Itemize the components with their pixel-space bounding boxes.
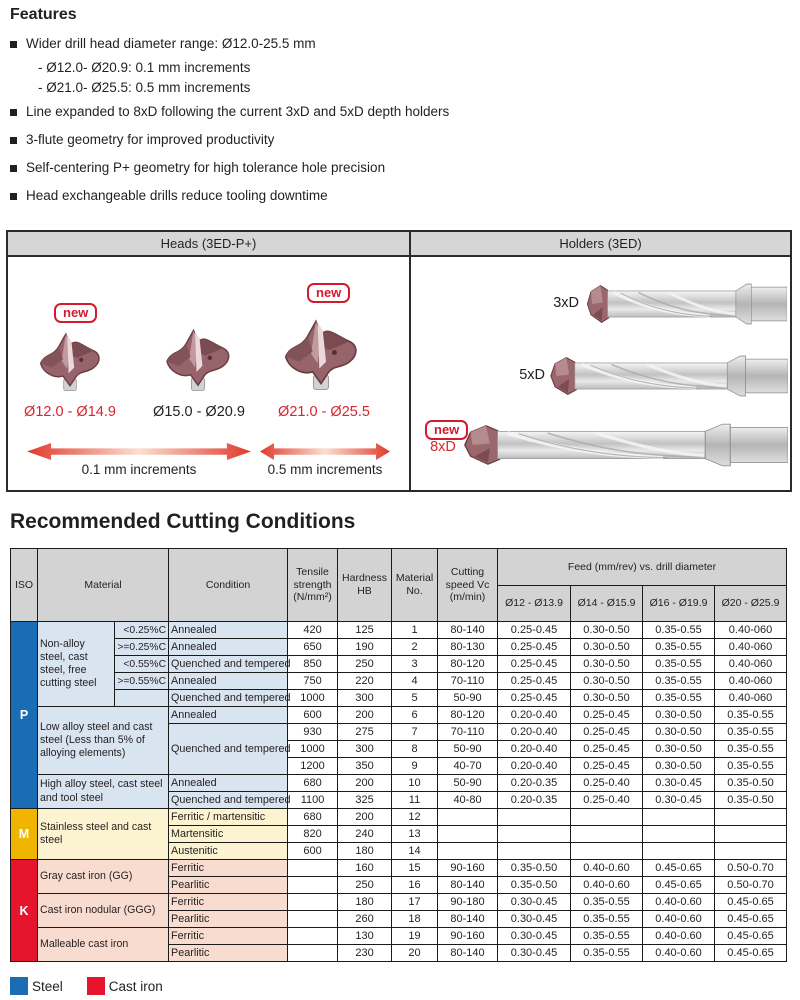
cutting-speed-cell: 50-90 bbox=[438, 775, 498, 792]
feed-cell-d3: 0.30-0.50 bbox=[643, 758, 715, 775]
material-cell: High alloy steel, cast steel and tool steel bbox=[38, 775, 169, 809]
feed-cell-d1: 0.25-0.45 bbox=[498, 622, 571, 639]
bullet-square-icon bbox=[10, 41, 17, 48]
table-row bbox=[11, 775, 787, 792]
tensile-cell bbox=[288, 860, 338, 877]
tensile-cell bbox=[288, 894, 338, 911]
hardness-cell: 260 bbox=[338, 911, 392, 928]
cutting-conditions-title: Recommended Cutting Conditions bbox=[10, 510, 356, 533]
legend-label: Cast iron bbox=[108, 978, 163, 994]
material-no-cell: 8 bbox=[392, 741, 438, 758]
cutting-speed-cell: 90-160 bbox=[438, 928, 498, 945]
hardness-cell: 200 bbox=[338, 775, 392, 792]
material-no-cell: 15 bbox=[392, 860, 438, 877]
feed-cell-d1 bbox=[498, 826, 571, 843]
hardness-cell: 230 bbox=[338, 945, 392, 962]
feature-text: Head exchangeable drills reduce tooling downtime bbox=[26, 188, 328, 203]
feed-cell-d2: 0.25-0.45 bbox=[571, 741, 643, 758]
cutting-speed-cell: 50-90 bbox=[438, 741, 498, 758]
tensile-cell: 420 bbox=[288, 622, 338, 639]
tensile-cell bbox=[288, 911, 338, 928]
condition-cell: Ferritic bbox=[169, 894, 288, 911]
material-cell: Low alloy steel and cast steel (Less than 5% of alloying elements) bbox=[38, 707, 169, 775]
table-row bbox=[11, 809, 787, 826]
cutting-speed-cell: 80-130 bbox=[438, 639, 498, 656]
material-no-cell: 12 bbox=[392, 809, 438, 826]
material-no-cell: 3 bbox=[392, 656, 438, 673]
feature-item bbox=[10, 104, 790, 119]
cutting-speed-cell: 90-160 bbox=[438, 860, 498, 877]
material-no-cell: 6 bbox=[392, 707, 438, 724]
feed-cell-d2: 0.25-0.45 bbox=[571, 758, 643, 775]
feed-cell-d1: 0.20-0.40 bbox=[498, 758, 571, 775]
condition-cell: Annealed bbox=[169, 622, 288, 639]
col-header-feed-d2: Ø14 - Ø15.9 bbox=[571, 586, 643, 622]
feed-cell-d4: 0.45-0.65 bbox=[715, 911, 787, 928]
feed-cell-d4: 0.45-0.65 bbox=[715, 894, 787, 911]
feed-cell-d1: 0.20-0.40 bbox=[498, 724, 571, 741]
feed-cell-d2: 0.40-0.60 bbox=[571, 860, 643, 877]
carbon-content-cell: <0.55%C bbox=[115, 656, 169, 673]
feed-cell-d4: 0.40-060 bbox=[715, 622, 787, 639]
feed-cell-d4: 0.35-0.50 bbox=[715, 775, 787, 792]
material-no-cell: 5 bbox=[392, 690, 438, 707]
cutting-speed-cell: 80-140 bbox=[438, 622, 498, 639]
hardness-cell: 275 bbox=[338, 724, 392, 741]
material-no-cell: 19 bbox=[392, 928, 438, 945]
holder-length-label: 5xD bbox=[519, 367, 545, 383]
hardness-cell: 250 bbox=[338, 877, 392, 894]
feed-cell-d3 bbox=[643, 826, 715, 843]
tensile-cell: 1000 bbox=[288, 741, 338, 758]
table-row bbox=[11, 690, 787, 707]
hardness-cell: 300 bbox=[338, 690, 392, 707]
holders-panel bbox=[411, 232, 790, 490]
drill-head-medium-image bbox=[157, 323, 239, 397]
drill-5xd-image bbox=[548, 353, 788, 399]
col-header-feed-group: Feed (mm/rev) vs. drill diameter bbox=[498, 549, 787, 586]
feature-text: Line expanded to 8xD following the current 3xD and 5xD depth holders bbox=[26, 104, 450, 119]
material-no-cell: 11 bbox=[392, 792, 438, 809]
feed-cell-d2: 0.25-0.40 bbox=[571, 792, 643, 809]
feed-cell-d2: 0.25-0.40 bbox=[571, 775, 643, 792]
feed-cell-d4 bbox=[715, 843, 787, 860]
cutting-speed-cell: 80-140 bbox=[438, 911, 498, 928]
head-range-label: Ø12.0 - Ø14.9 bbox=[24, 404, 116, 420]
drill-8xd-image bbox=[461, 421, 788, 469]
hardness-cell: 250 bbox=[338, 656, 392, 673]
hardness-cell: 130 bbox=[338, 928, 392, 945]
head-range-label: Ø15.0 - Ø20.9 bbox=[153, 404, 245, 420]
heads-panel bbox=[8, 232, 411, 490]
feed-cell-d1: 0.30-0.45 bbox=[498, 928, 571, 945]
increment-arrow-icon bbox=[27, 443, 251, 460]
hardness-cell: 190 bbox=[338, 639, 392, 656]
hardness-cell: 200 bbox=[338, 707, 392, 724]
material-no-cell: 17 bbox=[392, 894, 438, 911]
hardness-cell: 220 bbox=[338, 673, 392, 690]
condition-cell: Annealed bbox=[169, 639, 288, 656]
bullet-square-icon bbox=[10, 193, 17, 200]
feed-cell-d2: 0.30-0.50 bbox=[571, 639, 643, 656]
feed-cell-d2: 0.35-0.55 bbox=[571, 911, 643, 928]
material-no-cell: 10 bbox=[392, 775, 438, 792]
cutting-speed-cell bbox=[438, 826, 498, 843]
carbon-content-cell bbox=[115, 690, 169, 707]
table-row bbox=[11, 656, 787, 673]
feature-text: Self-centering P+ geometry for high tolerance hole precision bbox=[26, 160, 386, 175]
hardness-cell: 180 bbox=[338, 894, 392, 911]
feed-cell-d2: 0.35-0.55 bbox=[571, 894, 643, 911]
material-cell: Non-alloy steel, cast steel, free cutting steel bbox=[38, 622, 115, 707]
feed-cell-d3: 0.40-0.60 bbox=[643, 945, 715, 962]
feed-cell-d1: 0.20-0.40 bbox=[498, 741, 571, 758]
tensile-cell: 820 bbox=[288, 826, 338, 843]
condition-cell: Pearlitic bbox=[169, 911, 288, 928]
col-header-condition: Condition bbox=[169, 549, 288, 622]
hardness-cell: 125 bbox=[338, 622, 392, 639]
col-header-hardness: Hardness HB bbox=[338, 549, 392, 622]
feed-cell-d4 bbox=[715, 809, 787, 826]
feed-cell-d3: 0.30-0.45 bbox=[643, 775, 715, 792]
tensile-cell: 600 bbox=[288, 707, 338, 724]
heads-panel-title: Heads (3ED-P+) bbox=[8, 232, 409, 257]
drill-head-large-image bbox=[273, 313, 369, 397]
new-badge: new bbox=[307, 283, 350, 303]
feed-cell-d1: 0.25-0.45 bbox=[498, 673, 571, 690]
feed-cell-d2: 0.30-0.50 bbox=[571, 622, 643, 639]
cutting-speed-cell: 50-90 bbox=[438, 690, 498, 707]
table-row bbox=[11, 860, 787, 877]
tensile-cell bbox=[288, 928, 338, 945]
feed-cell-d1: 0.20-0.35 bbox=[498, 792, 571, 809]
material-no-cell: 18 bbox=[392, 911, 438, 928]
legend-label: Steel bbox=[32, 978, 63, 994]
table-row bbox=[11, 894, 787, 911]
carbon-content-cell: <0.25%C bbox=[115, 622, 169, 639]
condition-cell: Ferritic / martensitic bbox=[169, 809, 288, 826]
feed-cell-d4: 0.45-0.65 bbox=[715, 945, 787, 962]
material-no-cell: 1 bbox=[392, 622, 438, 639]
feed-cell-d4: 0.35-0.55 bbox=[715, 724, 787, 741]
feed-cell-d3: 0.45-0.65 bbox=[643, 860, 715, 877]
feature-item bbox=[10, 132, 790, 147]
cast-iron-color-swatch bbox=[87, 977, 105, 995]
feed-cell-d1: 0.25-0.45 bbox=[498, 656, 571, 673]
feed-cell-d1: 0.30-0.45 bbox=[498, 894, 571, 911]
feed-cell-d1 bbox=[498, 809, 571, 826]
feed-cell-d2: 0.35-0.55 bbox=[571, 928, 643, 945]
feed-cell-d2 bbox=[571, 826, 643, 843]
feed-cell-d4: 0.35-0.55 bbox=[715, 707, 787, 724]
col-header-feed-d4: Ø20 - Ø25.9 bbox=[715, 586, 787, 622]
feed-cell-d2: 0.35-0.55 bbox=[571, 945, 643, 962]
material-cell: Malleable cast iron bbox=[38, 928, 169, 962]
holder-length-label: 8xD bbox=[430, 439, 456, 455]
feed-cell-d2 bbox=[571, 843, 643, 860]
hardness-cell: 325 bbox=[338, 792, 392, 809]
hardness-cell: 350 bbox=[338, 758, 392, 775]
tensile-cell bbox=[288, 945, 338, 962]
tensile-cell: 1100 bbox=[288, 792, 338, 809]
table-row bbox=[11, 707, 787, 724]
feed-cell-d3: 0.35-0.55 bbox=[643, 622, 715, 639]
tensile-cell: 680 bbox=[288, 775, 338, 792]
feature-item bbox=[10, 160, 790, 175]
feed-cell-d3: 0.40-0.60 bbox=[643, 894, 715, 911]
condition-cell: Pearlitic bbox=[169, 877, 288, 894]
feed-cell-d1: 0.25-0.45 bbox=[498, 639, 571, 656]
feed-cell-d3: 0.35-0.55 bbox=[643, 639, 715, 656]
cutting-speed-cell bbox=[438, 843, 498, 860]
material-legend bbox=[10, 977, 187, 995]
iso-band-K: K bbox=[11, 860, 38, 962]
carbon-content-cell: >=0.25%C bbox=[115, 639, 169, 656]
features-section bbox=[10, 6, 790, 216]
feed-cell-d1: 0.35-0.50 bbox=[498, 860, 571, 877]
table-row bbox=[11, 639, 787, 656]
feature-text: 3-flute geometry for improved productivity bbox=[26, 132, 275, 147]
condition-cell: Austenitic bbox=[169, 843, 288, 860]
material-no-cell: 20 bbox=[392, 945, 438, 962]
col-header-material: Material bbox=[38, 549, 169, 622]
condition-cell: Annealed bbox=[169, 673, 288, 690]
feed-cell-d3: 0.35-0.55 bbox=[643, 690, 715, 707]
condition-cell: Annealed bbox=[169, 775, 288, 792]
drill-head-small-image bbox=[34, 327, 106, 397]
hardness-cell: 240 bbox=[338, 826, 392, 843]
bullet-square-icon bbox=[10, 165, 17, 172]
condition-cell: Annealed bbox=[169, 707, 288, 724]
table-row bbox=[11, 928, 787, 945]
cutting-conditions-table bbox=[10, 548, 787, 962]
feature-item bbox=[10, 36, 790, 51]
carbon-content-cell: >=0.55%C bbox=[115, 673, 169, 690]
iso-band-M: M bbox=[11, 809, 38, 860]
feed-cell-d4: 0.45-0.65 bbox=[715, 928, 787, 945]
material-cell: Cast iron nodular (GGG) bbox=[38, 894, 169, 928]
cutting-speed-cell: 90-180 bbox=[438, 894, 498, 911]
cutting-speed-cell: 70-110 bbox=[438, 724, 498, 741]
features-title: Features bbox=[10, 6, 77, 23]
cutting-speed-cell: 40-70 bbox=[438, 758, 498, 775]
feature-sub-item: - Ø12.0- Ø20.9: 0.1 mm increments bbox=[38, 60, 251, 75]
feed-cell-d4: 0.35-0.55 bbox=[715, 741, 787, 758]
tensile-cell: 650 bbox=[288, 639, 338, 656]
new-badge: new bbox=[425, 420, 468, 440]
bullet-square-icon bbox=[10, 109, 17, 116]
hardness-cell: 300 bbox=[338, 741, 392, 758]
feed-cell-d3 bbox=[643, 843, 715, 860]
condition-cell: Ferritic bbox=[169, 928, 288, 945]
feed-cell-d3: 0.30-0.50 bbox=[643, 724, 715, 741]
steel-color-swatch bbox=[10, 977, 28, 995]
col-header-cutting-speed: Cutting speed Vc (m/min) bbox=[438, 549, 498, 622]
tensile-cell: 1000 bbox=[288, 690, 338, 707]
feed-cell-d4: 0.40-060 bbox=[715, 639, 787, 656]
legend-item-cast-iron bbox=[87, 977, 163, 995]
feed-cell-d1: 0.35-0.50 bbox=[498, 877, 571, 894]
increment-caption: 0.5 mm increments bbox=[267, 462, 383, 477]
cutting-speed-cell: 80-140 bbox=[438, 877, 498, 894]
feed-cell-d4: 0.35-0.50 bbox=[715, 792, 787, 809]
material-no-cell: 7 bbox=[392, 724, 438, 741]
col-header-material-no: Material No. bbox=[392, 549, 438, 622]
cutting-speed-cell: 70-110 bbox=[438, 673, 498, 690]
condition-cell: Quenched and tempered bbox=[169, 792, 288, 809]
feed-cell-d3: 0.35-0.55 bbox=[643, 656, 715, 673]
col-header-feed-d1: Ø12 - Ø13.9 bbox=[498, 586, 571, 622]
feed-cell-d1: 0.30-0.45 bbox=[498, 945, 571, 962]
condition-cell: Martensitic bbox=[169, 826, 288, 843]
feed-cell-d4: 0.40-060 bbox=[715, 673, 787, 690]
tensile-cell: 850 bbox=[288, 656, 338, 673]
condition-cell: Quenched and tempered bbox=[169, 690, 288, 707]
feed-cell-d2: 0.30-0.50 bbox=[571, 673, 643, 690]
feed-cell-d4: 0.40-060 bbox=[715, 690, 787, 707]
feed-cell-d2 bbox=[571, 809, 643, 826]
condition-cell: Ferritic bbox=[169, 860, 288, 877]
tensile-cell: 930 bbox=[288, 724, 338, 741]
feed-cell-d2: 0.25-0.45 bbox=[571, 707, 643, 724]
feed-cell-d4: 0.40-060 bbox=[715, 656, 787, 673]
feature-text: Wider drill head diameter range: Ø12.0-25.5 mm bbox=[26, 36, 316, 51]
feature-sub-item: - Ø21.0- Ø25.5: 0.5 mm increments bbox=[38, 80, 251, 95]
tensile-cell: 600 bbox=[288, 843, 338, 860]
feed-cell-d4: 0.35-0.55 bbox=[715, 758, 787, 775]
material-no-cell: 16 bbox=[392, 877, 438, 894]
feed-cell-d4: 0.50-0.70 bbox=[715, 860, 787, 877]
table-row bbox=[11, 622, 787, 639]
feed-cell-d2: 0.30-0.50 bbox=[571, 656, 643, 673]
feed-cell-d3: 0.30-0.50 bbox=[643, 707, 715, 724]
hardness-cell: 180 bbox=[338, 843, 392, 860]
condition-cell: Quenched and tempered bbox=[169, 724, 288, 775]
condition-cell: Pearlitic bbox=[169, 945, 288, 962]
hardness-cell: 200 bbox=[338, 809, 392, 826]
head-range-label: Ø21.0 - Ø25.5 bbox=[278, 404, 370, 420]
feed-cell-d2: 0.25-0.45 bbox=[571, 724, 643, 741]
material-no-cell: 9 bbox=[392, 758, 438, 775]
tensile-cell bbox=[288, 877, 338, 894]
tensile-cell: 680 bbox=[288, 809, 338, 826]
tensile-cell: 1200 bbox=[288, 758, 338, 775]
cutting-speed-cell: 80-120 bbox=[438, 656, 498, 673]
feed-cell-d3: 0.40-0.60 bbox=[643, 928, 715, 945]
cutting-speed-cell: 40-80 bbox=[438, 792, 498, 809]
iso-band-P: P bbox=[11, 622, 38, 809]
cutting-speed-cell: 80-120 bbox=[438, 707, 498, 724]
feed-cell-d2: 0.30-0.50 bbox=[571, 690, 643, 707]
increment-caption: 0.1 mm increments bbox=[81, 462, 197, 477]
col-header-feed-d3: Ø16 - Ø19.9 bbox=[643, 586, 715, 622]
feed-cell-d1: 0.25-0.45 bbox=[498, 690, 571, 707]
feature-item bbox=[10, 188, 790, 203]
bullet-square-icon bbox=[10, 137, 17, 144]
feed-cell-d4 bbox=[715, 826, 787, 843]
material-no-cell: 14 bbox=[392, 843, 438, 860]
material-no-cell: 2 bbox=[392, 639, 438, 656]
feed-cell-d3 bbox=[643, 809, 715, 826]
material-cell: Gray cast iron (GG) bbox=[38, 860, 169, 894]
feed-cell-d1: 0.30-0.45 bbox=[498, 911, 571, 928]
new-badge: new bbox=[54, 303, 97, 323]
feed-cell-d3: 0.40-0.60 bbox=[643, 911, 715, 928]
col-header-iso: ISO bbox=[11, 549, 38, 622]
drill-3xd-image bbox=[585, 281, 787, 327]
feed-cell-d3: 0.45-0.65 bbox=[643, 877, 715, 894]
feed-cell-d1: 0.20-0.35 bbox=[498, 775, 571, 792]
feed-cell-d4: 0.50-0.70 bbox=[715, 877, 787, 894]
cutting-speed-cell: 80-140 bbox=[438, 945, 498, 962]
feed-cell-d3: 0.35-0.55 bbox=[643, 673, 715, 690]
feed-cell-d3: 0.30-0.45 bbox=[643, 792, 715, 809]
material-no-cell: 13 bbox=[392, 826, 438, 843]
increment-arrow-icon bbox=[260, 443, 390, 460]
legend-item-steel bbox=[10, 977, 63, 995]
cutting-table-body bbox=[11, 622, 787, 962]
holders-panel-title: Holders (3ED) bbox=[411, 232, 790, 257]
feed-cell-d2: 0.40-0.60 bbox=[571, 877, 643, 894]
cutting-speed-cell bbox=[438, 809, 498, 826]
col-header-tensile: Tensile strength (N/mm²) bbox=[288, 549, 338, 622]
heads-holders-panel bbox=[6, 230, 792, 492]
table-row bbox=[11, 673, 787, 690]
feed-cell-d3: 0.30-0.50 bbox=[643, 741, 715, 758]
condition-cell: Quenched and tempered bbox=[169, 656, 288, 673]
holder-length-label: 3xD bbox=[553, 295, 579, 311]
tensile-cell: 750 bbox=[288, 673, 338, 690]
hardness-cell: 160 bbox=[338, 860, 392, 877]
material-no-cell: 4 bbox=[392, 673, 438, 690]
material-cell: Stainless steel and cast steel bbox=[38, 809, 169, 860]
feed-cell-d1 bbox=[498, 843, 571, 860]
feed-cell-d1: 0.20-0.40 bbox=[498, 707, 571, 724]
